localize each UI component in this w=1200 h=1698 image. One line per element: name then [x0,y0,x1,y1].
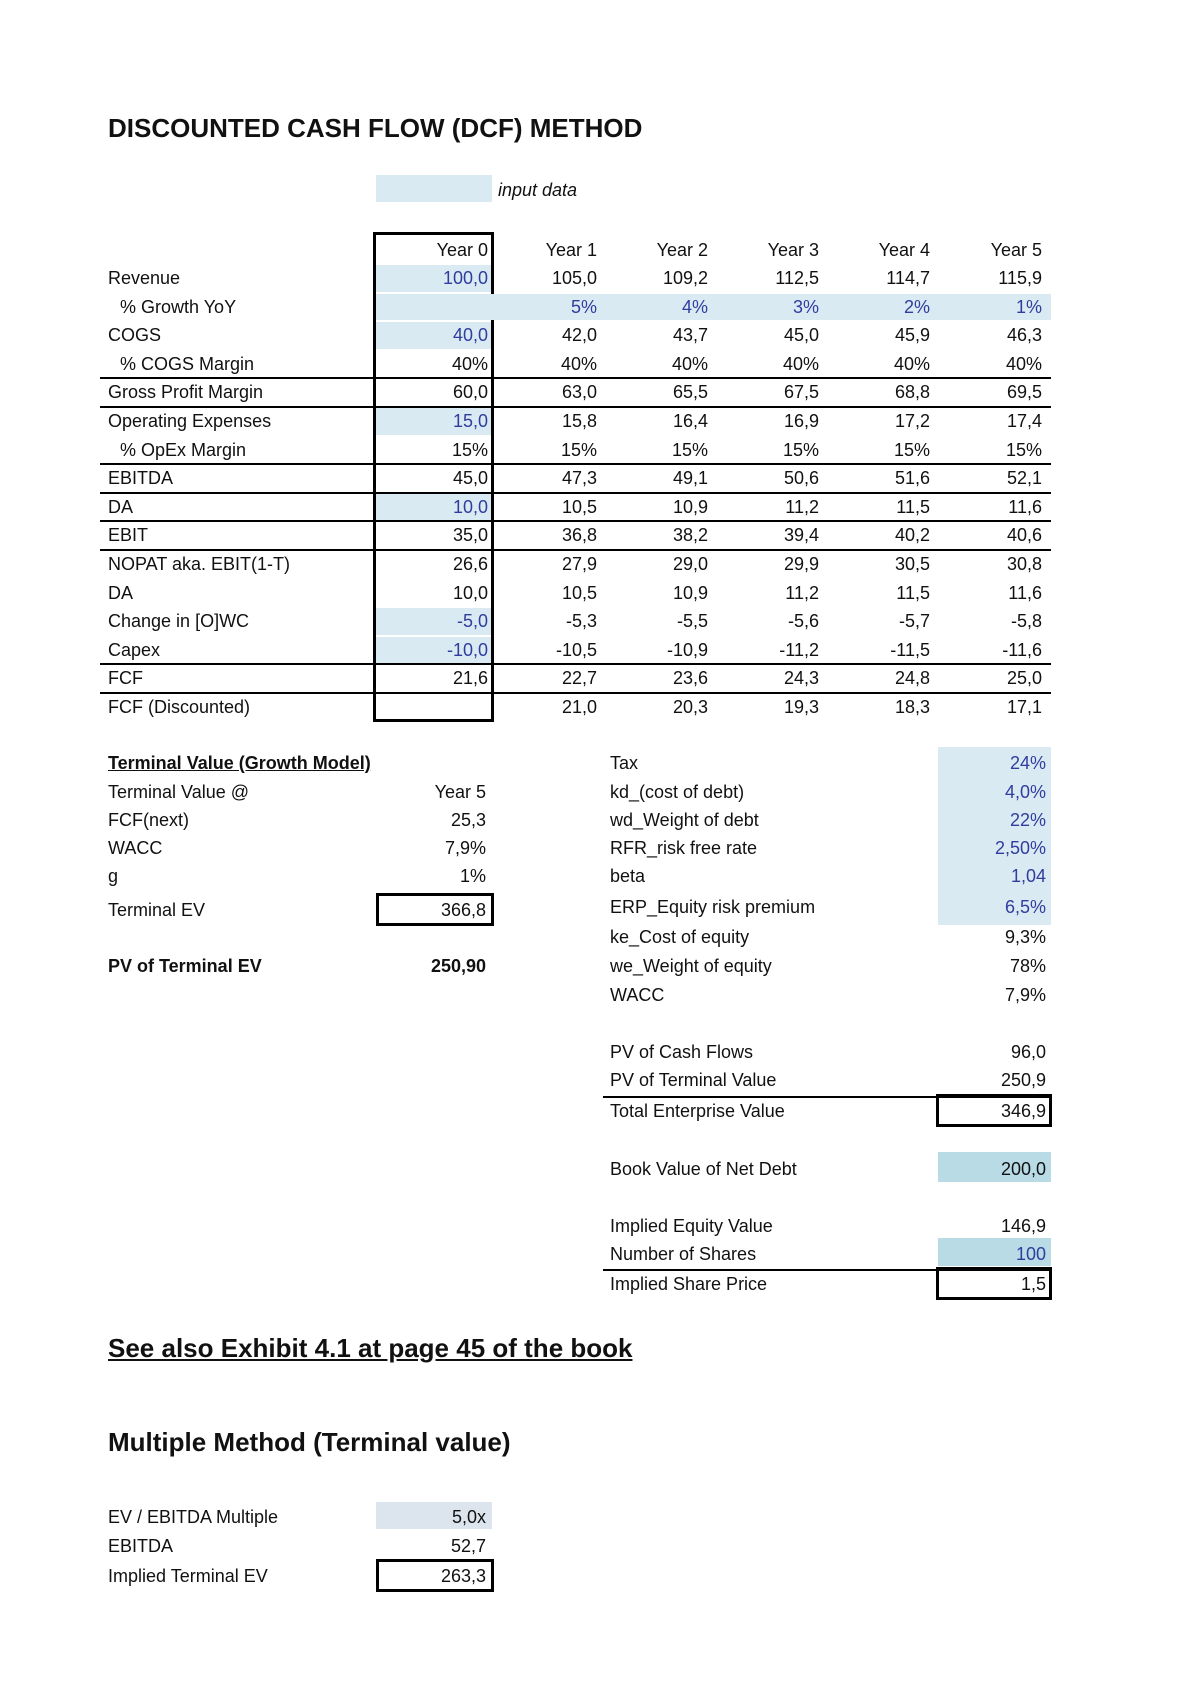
terminal-heading: Terminal Value (Growth Model) [108,753,371,773]
table-cell: 52,1 [1006,468,1042,489]
table-cell: 46,3 [1006,325,1042,346]
table-cell: -5,5 [676,611,708,632]
table-cell: 15% [671,439,708,460]
implied-terminal-ev-box [376,1559,494,1592]
table-cell: 40% [893,353,930,374]
wacc-row-label: we_Weight of equity [610,956,772,976]
row-label: Revenue [108,268,181,288]
table-cell: 23,6 [672,668,708,689]
table-cell: 40,6 [1006,525,1042,546]
net-debt-value: 200,0 [1000,1159,1046,1179]
table-cell: 24,8 [894,668,930,689]
table-cell: 30,8 [1006,554,1042,574]
table-cell: 51,6 [894,468,930,489]
table-cell: 21,0 [561,697,597,717]
table-cell: 50,6 [783,468,819,489]
equity-value-label: Implied Equity Value [610,1216,773,1236]
table-cell: 10,5 [561,496,597,517]
row-label: FCF (Discounted) [108,697,251,717]
table-cell: 45,0 [783,325,819,346]
year-header: Year 2 [656,240,708,260]
table-cell: 10,9 [672,582,708,603]
table-cell: 30,5 [894,554,930,574]
table-cell: -5,0 [456,611,488,632]
row-divider [100,692,1051,694]
multiple-row-value: 263,3 [440,1566,486,1586]
table-cell: 40% [671,353,708,374]
table-cell: 40% [1005,353,1042,374]
terminal-row-value: Year 5 [434,782,486,802]
table-cell: -10,0 [446,639,488,660]
table-cell: 10,0 [452,582,488,603]
pv-terminal-ev-value: 250,90 [430,956,486,976]
table-cell: 39,4 [783,525,819,546]
table-cell: -5,3 [565,611,597,632]
table-cell: -10,9 [666,639,708,660]
table-cell: 15% [893,439,930,460]
row-label: DA [108,582,134,603]
table-cell: 16,4 [672,411,708,431]
wacc-row-label: WACC [610,985,665,1005]
table-cell: 15% [560,439,597,460]
multiple-heading: Multiple Method (Terminal value) [108,1427,511,1457]
table-cell: 24,3 [783,668,819,689]
tev-value: 346,9 [1000,1101,1046,1121]
equity-value-value: 146,9 [1000,1216,1046,1236]
multiple-row-label: EBITDA [108,1536,174,1556]
exhibit-link[interactable]: See also Exhibit 4.1 at page 45 of the book [108,1333,633,1363]
shares-value: 100 [1015,1244,1046,1264]
table-cell: 15,8 [561,411,597,431]
table-cell: 10,0 [452,496,488,517]
wacc-row-label: ERP_Equity risk premium [610,897,816,917]
wacc-row-value: 7,9% [1004,985,1046,1005]
table-cell: 2% [903,296,930,317]
table-cell: 43,7 [672,325,708,346]
table-cell: 11,2 [785,582,819,603]
table-cell: 10,9 [672,496,708,517]
table-cell: 11,6 [1008,582,1042,603]
terminal-row-label: Terminal Value @ [108,782,249,802]
wacc-row-value: 22% [1009,810,1046,830]
input-legend-label: input data [498,180,578,200]
table-cell: 16,9 [783,411,819,431]
terminal-row-label: g [108,866,119,886]
row-divider [100,663,1051,665]
row-label: % Growth YoY [120,296,237,317]
table-cell: 1% [1015,296,1042,317]
year-header: Year 5 [990,240,1042,260]
row-label: % OpEx Margin [120,439,247,460]
terminal-row-label: WACC [108,838,163,858]
multiple-row-label: Implied Terminal EV [108,1566,268,1586]
pv-cash-flows-value: 96,0 [1010,1042,1046,1062]
terminal-row-label: FCF(next) [108,810,189,830]
table-cell: 18,3 [894,697,930,717]
table-cell: 17,2 [894,411,930,431]
table-cell: 112,5 [775,268,819,288]
terminal-row-label: Terminal EV [108,900,206,920]
table-cell: -11,5 [890,639,930,660]
wacc-row-value: 6,5% [1004,897,1046,917]
table-cell: 20,3 [672,697,708,717]
wacc-row-label: wd_Weight of debt [610,810,759,830]
year-header: Year 3 [767,240,819,260]
row-divider [100,463,1051,465]
page-title: DISCOUNTED CASH FLOW (DCF) METHOD [108,113,643,143]
terminal-row-value: 7,9% [444,838,486,858]
table-cell: 105,0 [551,268,597,288]
multiple-row-value: 52,7 [450,1536,486,1556]
table-cell: 35,0 [452,525,488,546]
table-cell: 10,5 [561,582,597,603]
row-label: Capex [108,639,161,660]
shares-label: Number of Shares [610,1244,757,1264]
table-cell: 69,5 [1006,382,1042,403]
row-label: % COGS Margin [120,353,255,374]
wacc-row-label: RFR_risk free rate [610,838,758,858]
row-label: COGS [108,325,162,346]
row-label: Operating Expenses [108,411,272,431]
table-cell: -10,5 [555,639,597,660]
table-cell: 29,9 [783,554,819,574]
table-cell: 115,9 [998,268,1042,288]
terminal-ev-box [376,893,494,926]
row-divider [100,377,1051,379]
row-divider [100,549,1051,551]
table-cell: 15% [782,439,819,460]
table-cell: -5,8 [1010,611,1042,632]
table-cell: 29,0 [672,554,708,574]
table-cell: 60,0 [452,382,488,403]
share-price-value: 1,5 [1020,1274,1046,1294]
table-cell: 5% [570,296,597,317]
table-cell: 47,3 [561,468,597,489]
table-cell: 42,0 [561,325,597,346]
table-cell: 100,0 [442,268,488,288]
table-cell: 27,9 [561,554,597,574]
share-price-label: Implied Share Price [610,1274,768,1294]
year-header: Year 0 [436,240,488,260]
table-cell: 109,2 [662,268,708,288]
table-cell: 26,6 [452,554,488,574]
row-label: NOPAT aka. EBIT(1-T) [108,554,291,574]
table-cell: 67,5 [783,382,819,403]
table-cell: 21,6 [452,668,488,689]
row-label: EBIT [108,525,149,546]
wacc-row-value: 4,0% [1004,782,1046,802]
table-cell: 11,2 [785,496,819,517]
table-cell: 25,0 [1006,668,1042,689]
row-label: Gross Profit Margin [108,382,264,403]
wacc-row-label: kd_(cost of debt) [610,782,745,802]
row-divider [100,520,1051,522]
row-label: FCF [108,668,143,689]
table-cell: 65,5 [672,382,708,403]
table-cell: 40% [451,353,488,374]
table-cell: 4% [681,296,708,317]
multiple-row-label: EV / EBITDA Multiple [108,1507,279,1527]
table-cell: 11,5 [896,582,930,603]
table-cell: 45,9 [894,325,930,346]
table-cell: 11,6 [1008,496,1042,517]
row-label: EBITDA [108,468,174,489]
table-cell: 36,8 [561,525,597,546]
table-cell: 17,1 [1006,697,1042,717]
wacc-row-value: 24% [1009,753,1046,773]
table-cell: 45,0 [452,468,488,489]
wacc-row-label: beta [610,866,646,886]
table-cell: -11,2 [779,639,819,660]
table-cell: 3% [792,296,819,317]
year-header: Year 4 [878,240,930,260]
table-cell: 17,4 [1006,411,1042,431]
table-cell: 40% [782,353,819,374]
year-header: Year 1 [545,240,597,260]
table-cell: -11,6 [1002,639,1042,660]
wacc-row-value: 9,3% [1004,927,1046,947]
table-cell: 68,8 [894,382,930,403]
terminal-row-value: 25,3 [450,810,486,830]
table-cell: 15% [451,439,488,460]
row-label: Change in [O]WC [108,611,250,632]
table-cell: 11,5 [896,496,930,517]
wacc-row-value: 1,04 [1010,866,1046,886]
table-cell: 15,0 [452,411,488,431]
table-cell: 38,2 [672,525,708,546]
wacc-row-label: ke_Cost of equity [610,927,750,947]
pv-terminal-value-value: 250,9 [1000,1070,1046,1090]
pv-terminal-value-label: PV of Terminal Value [610,1070,777,1090]
wacc-row-label: Tax [610,753,639,773]
pv-terminal-ev-label: PV of Terminal EV [108,956,262,976]
wacc-row-value: 2,50% [994,838,1046,858]
terminal-row-value: 1% [459,866,486,886]
table-cell: -5,6 [787,611,819,632]
wacc-row-value: 78% [1009,956,1046,976]
table-cell: 40,2 [894,525,930,546]
net-debt-label: Book Value of Net Debt [610,1159,797,1179]
tev-label: Total Enterprise Value [610,1101,785,1121]
row-divider [100,492,1051,494]
table-cell: -5,7 [898,611,930,632]
table-cell: 19,3 [783,697,819,717]
table-cell: 15% [1005,439,1042,460]
table-cell: 40,0 [452,325,488,346]
table-cell: 22,7 [561,668,597,689]
table-cell: 114,7 [886,268,930,288]
input-legend-swatch [376,175,492,202]
row-divider [100,406,1051,408]
terminal-row-value: 366,8 [440,900,486,920]
table-cell: 63,0 [561,382,597,403]
table-cell: 49,1 [672,468,708,489]
multiple-row-value: 5,0x [451,1507,486,1527]
pv-cash-flows-label: PV of Cash Flows [610,1042,754,1062]
row-label: DA [108,496,134,517]
table-cell: 40% [560,353,597,374]
